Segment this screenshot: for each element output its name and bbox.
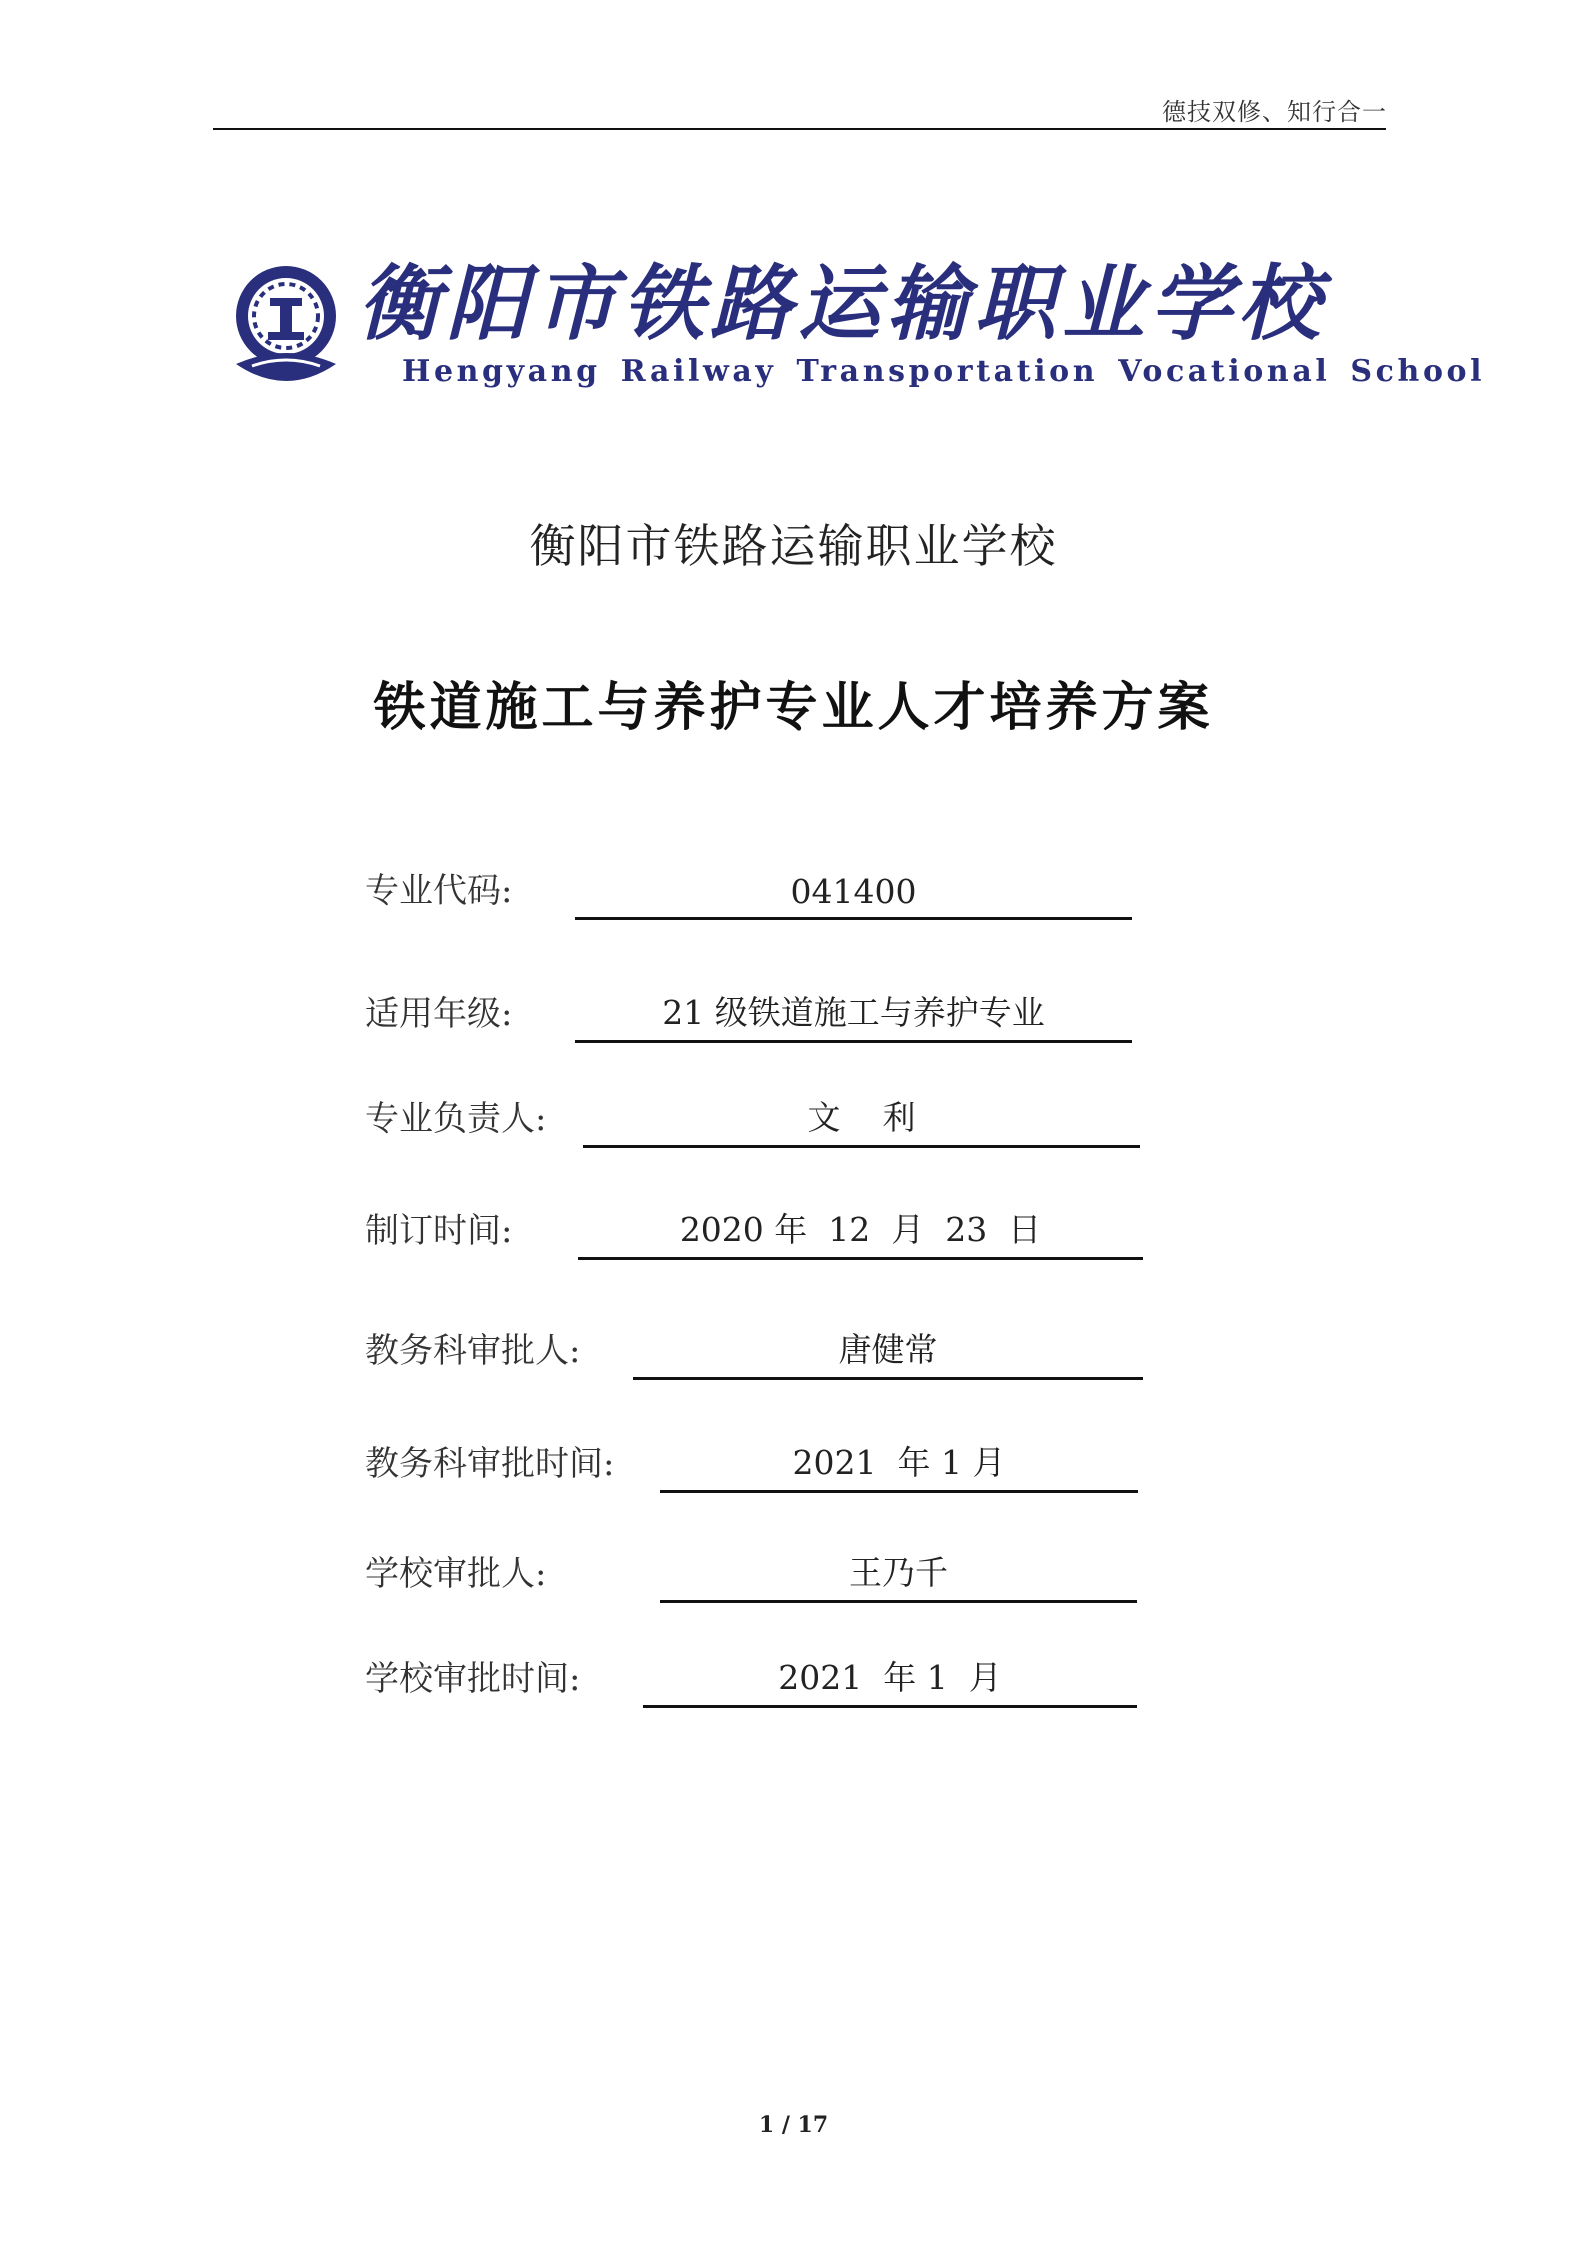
plan-title: 铁道施工与养护专业人才培养方案 (373, 677, 1214, 738)
field-label: 专业代码: (365, 871, 513, 911)
field-underline (583, 1089, 1140, 1148)
field-school-approval-date (365, 1648, 1145, 1708)
field-value: 2020 年 12 月 23 日 (679, 1210, 1042, 1249)
field-underline (578, 1201, 1143, 1260)
field-formulation-date (365, 1200, 1145, 1260)
field-label: 教务科审批时间: (365, 1444, 615, 1484)
field-underline (643, 1649, 1137, 1708)
field-underline (660, 1544, 1137, 1603)
field-label: 教务科审批人: (365, 1331, 581, 1371)
field-label: 制订时间: (365, 1211, 513, 1251)
field-underline (575, 984, 1132, 1043)
field-major-leader (365, 1088, 1145, 1148)
field-major-code (365, 860, 1135, 920)
field-value: 041400 (790, 872, 917, 911)
field-value: 2021 年 1 月 (792, 1443, 1006, 1482)
field-academic-approver (365, 1320, 1145, 1380)
field-label: 专业负责人: (365, 1099, 547, 1139)
logo-name-chinese: 衡阳市铁路运输职业学校 (358, 256, 1326, 352)
field-value: 2021 年 1 月 (778, 1658, 1002, 1697)
field-underline (575, 861, 1132, 920)
field-label: 适用年级: (365, 994, 513, 1034)
field-academic-approval-date (365, 1433, 1145, 1493)
field-underline (633, 1321, 1143, 1380)
school-emblem-icon (230, 260, 342, 390)
field-school-approver (365, 1543, 1145, 1603)
school-title: 衡阳市铁路运输职业学校 (529, 519, 1058, 573)
logo-name-english: Hengyang Railway Transportation Vocational School (402, 354, 1486, 389)
field-applicable-grade (365, 983, 1135, 1043)
field-value: 王乃千 (849, 1553, 948, 1592)
field-label: 学校审批时间: (365, 1659, 581, 1699)
page-number: 1 / 17 (758, 2112, 829, 2138)
field-underline (660, 1434, 1138, 1493)
header-rule (213, 128, 1386, 130)
field-value: 文 利 (807, 1098, 916, 1137)
field-value: 唐健常 (838, 1330, 938, 1369)
school-logo (230, 256, 1486, 406)
field-value: 21 级铁道施工与养护专业 (662, 993, 1045, 1032)
field-label: 学校审批人: (365, 1554, 547, 1594)
header-motto: 德技双修、知行合一 (1162, 98, 1387, 126)
